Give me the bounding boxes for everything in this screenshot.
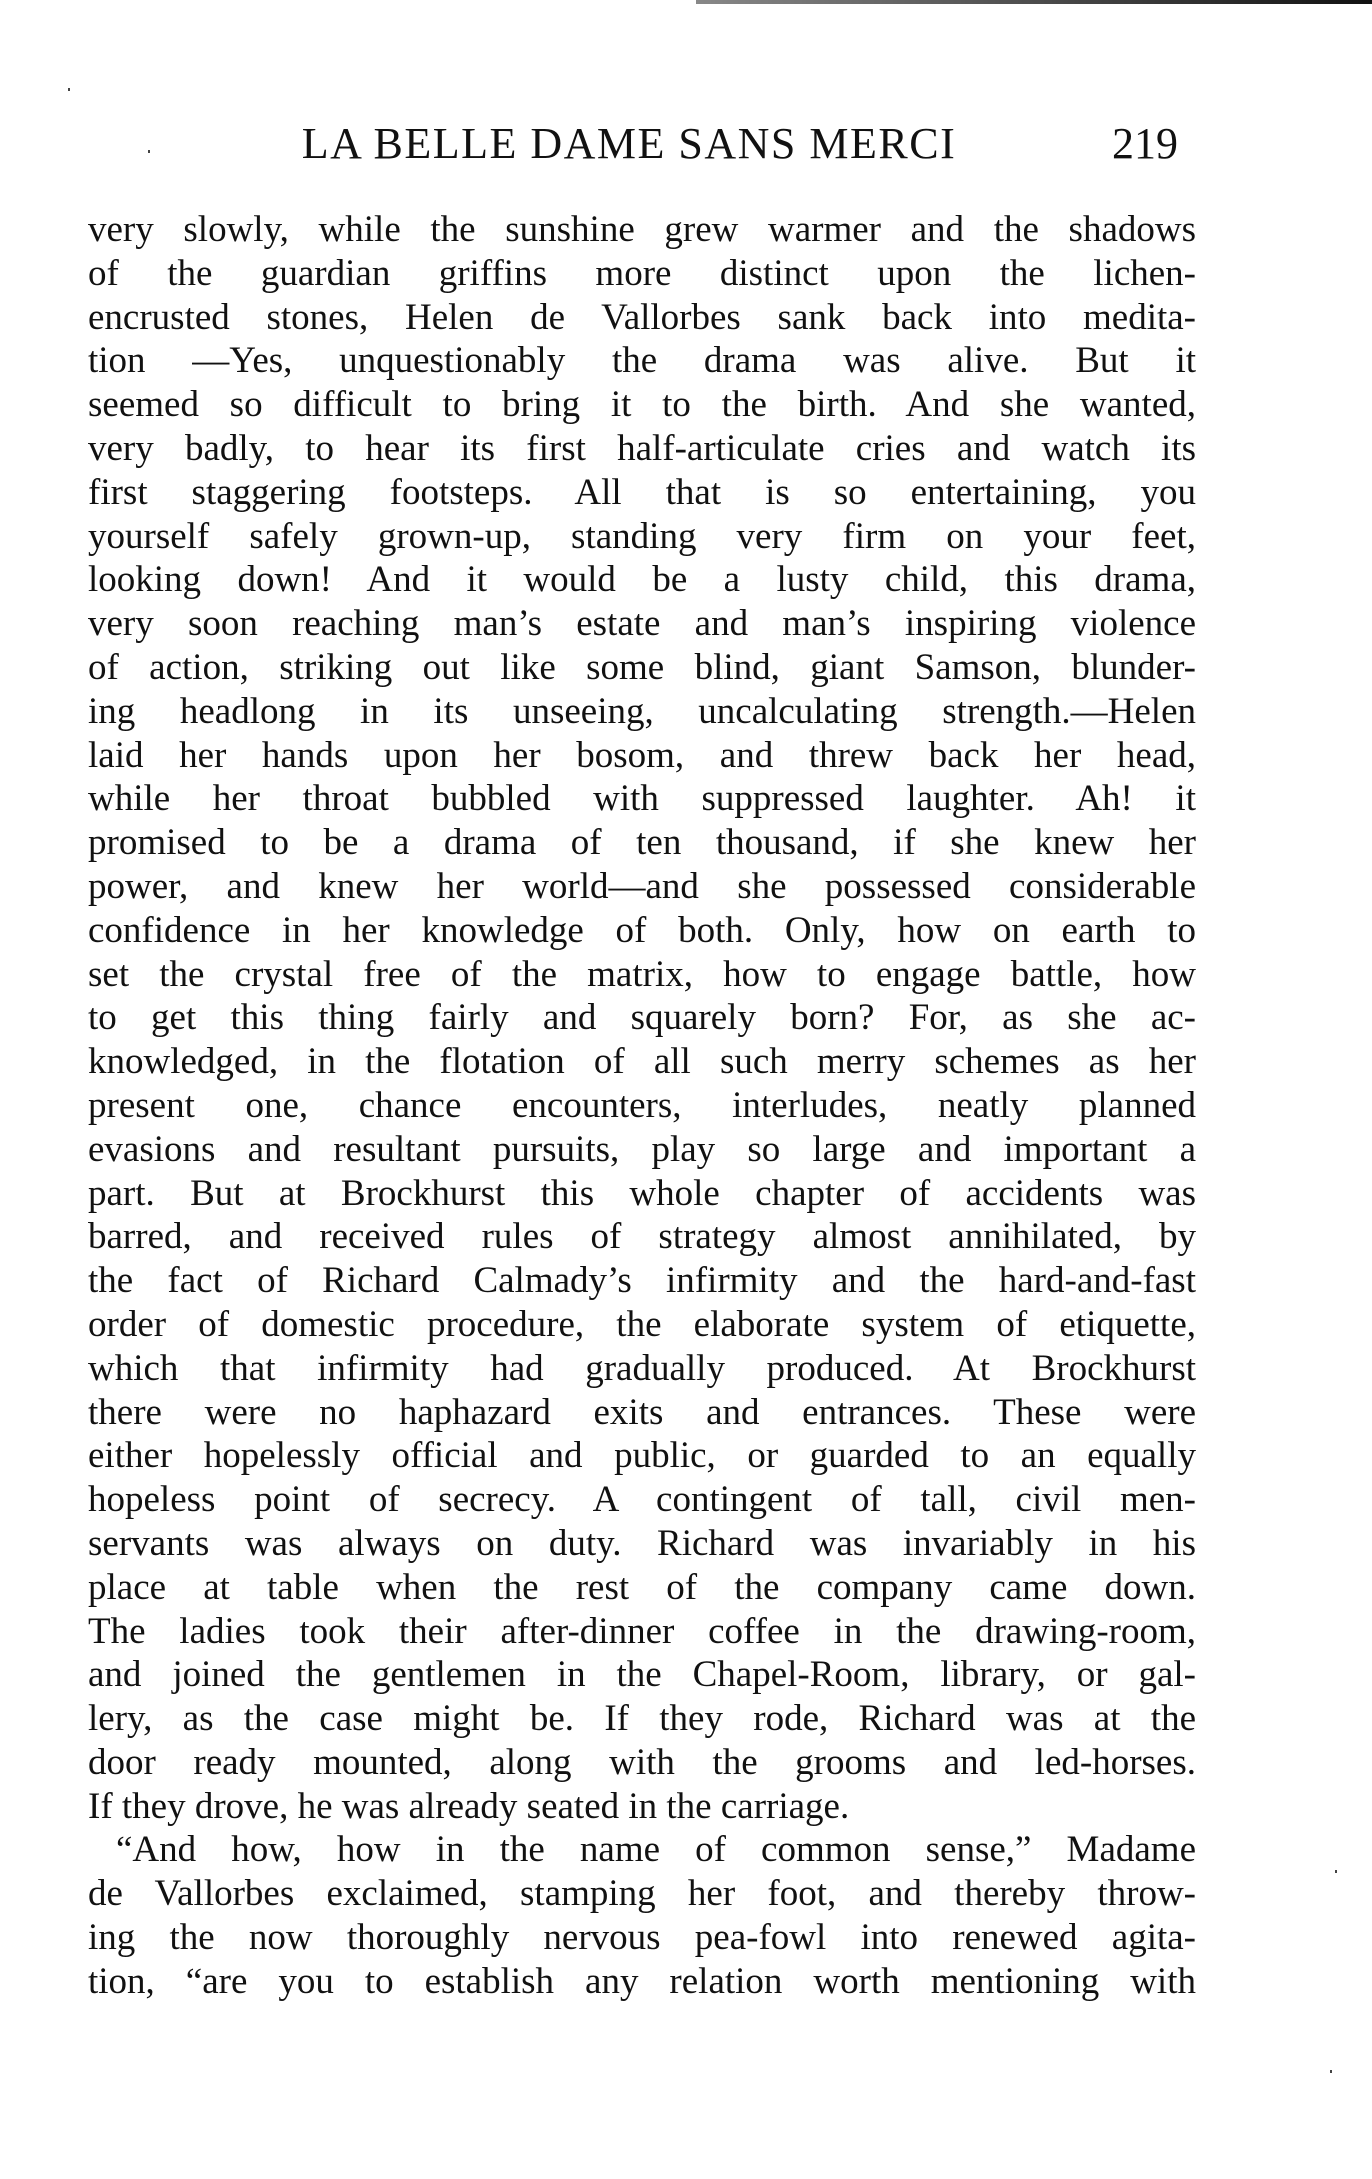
page-number: 219 — [1112, 119, 1178, 168]
text-line: place at table when the rest of the company came down. — [88, 1566, 1196, 1608]
text-line: either hopelessly official and public, or guarded to an equally — [88, 1435, 1196, 1477]
text-line: part. But at Brockhurst this whole chapter of accidents was — [88, 1172, 1196, 1214]
text-line: present one, chance encounters, interludes, neatly planned — [88, 1084, 1196, 1126]
text-line: ing the now thoroughly nervous pea-fowl into renewed agita- — [88, 1917, 1196, 1959]
text-line: order of domestic procedure, the elaborate system of etiquette, — [88, 1303, 1196, 1345]
scan-speck — [148, 150, 150, 153]
text-line: while her throat bubbled with suppressed laughter. Ah! it — [88, 778, 1196, 820]
scan-speck — [1335, 1870, 1337, 1873]
text-line: the fact of Richard Calmady’s infirmity and the hard-and-fast — [88, 1260, 1196, 1302]
text-line: of action, striking out like some blind, giant Samson, blunder- — [88, 646, 1196, 688]
text-line: of the guardian griffins more distinct upon the lichen- — [88, 252, 1196, 294]
text-line: confidence in her knowledge of both. Only, how on earth to — [88, 909, 1196, 951]
scan-speck — [1330, 2070, 1332, 2073]
text-line: knowledged, in the flotation of all such merry schemes as her — [88, 1041, 1196, 1083]
text-line: first staggering footsteps. All that is so entertaining, you — [88, 471, 1196, 513]
text-line: yourself safely grown-up, standing very firm on your feet, — [88, 515, 1196, 557]
text-line: very badly, to hear its first half-articulate cries and watch its — [88, 427, 1196, 469]
running-title: LA BELLE DAME SANS MERCI — [301, 119, 957, 168]
text-line: very slowly, while the sunshine grew warmer and the shadows — [88, 209, 1196, 250]
text-line: de Vallorbes exclaimed, stamping her foot, and thereby throw- — [88, 1873, 1196, 1915]
page-body-text — [88, 208, 1196, 2004]
scan-speck — [68, 88, 70, 91]
text-line: servants was always on duty. Richard was invariably in his — [88, 1522, 1196, 1564]
text-line: there were no haphazard exits and entrances. These were — [88, 1391, 1196, 1433]
text-line: seemed so difficult to bring it to the birth. And she wanted, — [88, 384, 1196, 426]
text-line: very soon reaching man’s estate and man’s inspiring violence — [88, 603, 1196, 645]
text-line: power, and knew her world—and she possessed considerable — [88, 865, 1196, 907]
text-line: to get this thing fairly and squarely born? For, as she ac- — [88, 997, 1196, 1039]
text-line: which that infirmity had gradually produced. At Brockhurst — [88, 1347, 1196, 1389]
text-line: looking down! And it would be a lusty child, this drama, — [88, 559, 1196, 601]
text-line: set the crystal free of the matrix, how to engage battle, how — [88, 953, 1196, 995]
text-line: encrusted stones, Helen de Vallorbes sank back into medita- — [88, 296, 1196, 338]
text-line: If they drove, he was already seated in the carriage. — [88, 1785, 850, 1827]
text-line: “And how, how in the name of common sense,” Madame — [116, 1829, 1196, 1871]
text-line: ing headlong in its unseeing, uncalculating strength.—Helen — [88, 690, 1196, 732]
scan-edge-line — [696, 0, 1372, 4]
text-line: lery, as the case might be. If they rode, Richard was at the — [88, 1698, 1196, 1740]
text-line: tion —Yes, unquestionably the drama was alive. But it — [88, 340, 1196, 382]
text-line: The ladies took their after-dinner coffee in the drawing-room, — [88, 1610, 1196, 1652]
text-line: promised to be a drama of ten thousand, if she knew her — [88, 822, 1196, 864]
text-line: laid her hands upon her bosom, and threw back her head, — [88, 734, 1196, 776]
text-line: barred, and received rules of strategy almost annihilated, by — [88, 1216, 1196, 1258]
text-line: door ready mounted, along with the grooms and led-horses. — [88, 1741, 1196, 1783]
text-line: and joined the gentlemen in the Chapel-Room, library, or gal- — [88, 1654, 1196, 1696]
text-line: tion, “are you to establish any relation worth mentioning with — [88, 1960, 1196, 2002]
text-line: hopeless point of secrecy. A contingent of tall, civil men- — [88, 1479, 1196, 1521]
text-line: evasions and resultant pursuits, play so large and important a — [88, 1128, 1196, 1170]
